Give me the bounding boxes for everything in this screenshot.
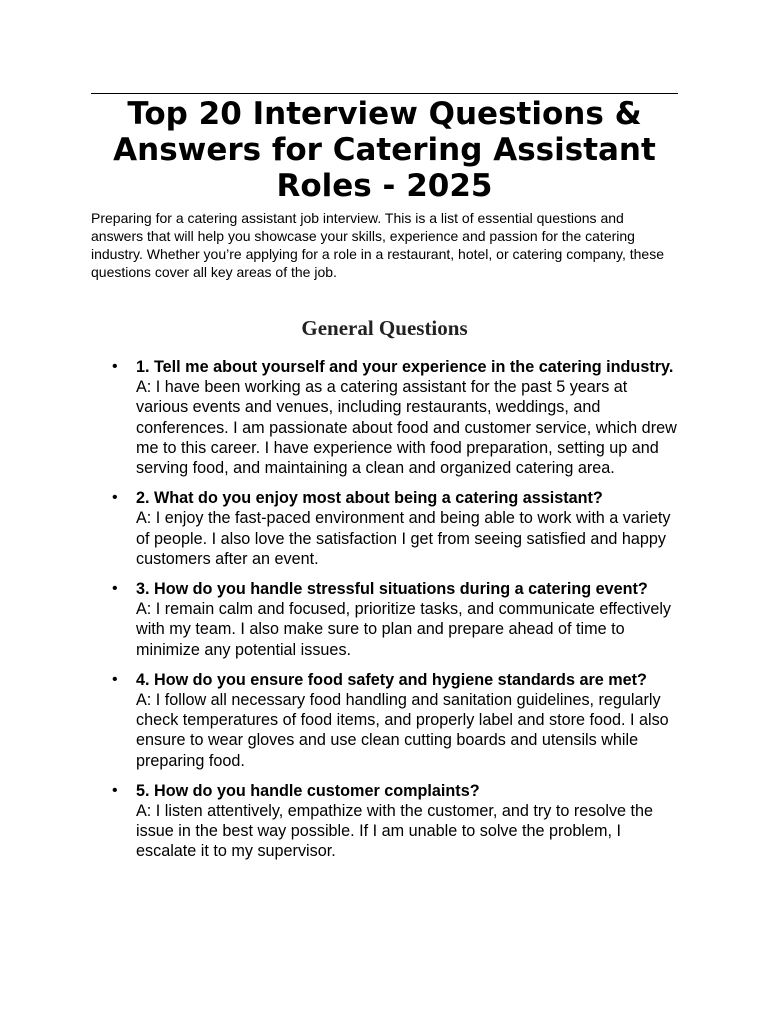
document-title: Top 20 Interview Questions & Answers for Catering Assistant Roles - 2025 [113,96,656,204]
section-heading: General Questions [301,316,468,340]
bullet-icon: • [112,489,118,507]
bullet-icon: • [112,781,118,799]
question-text: 5. How do you handle customer complaints? [136,781,480,800]
answer-text: A: I have been working as a catering assistant for the past 5 years at various events and venues, including restaurants, weddings, and conferences. I am passionate about food and customer service, which drew me to this career. I have experience with food preparation, setting up and serving food, and maintaining a clean and organized catering area. [136,378,677,478]
top-divider [91,93,678,94]
question-text: 1. Tell me about yourself and your experience in the catering industry. [136,358,674,376]
answer-text: A: I follow all necessary food handling and sanitation guidelines, regularly check temperatures of food items, and properly label and store food. I also ensure to wear gloves and use clean cutting boards and utensils while preparing food. [136,691,669,770]
question-text: 3. How do you handle stressful situations during a catering event? [136,580,648,599]
answer-text: A: I enjoy the fast-paced environment and being able to work with a variety of people. I also love the satisfaction I get from seeing satisfied and happy customers after an event. [136,509,671,568]
answer-text: A: I listen attentively, empathize with the customer, and try to resolve the issue in the best way possible. If I am unable to solve the problem, I escalate it to my supervisor. [136,802,654,861]
intro-paragraph: Preparing for a catering assistant job interview. This is a list of essential questions and answers that will help you showcase your skills, experience and passion for the catering industry. Whether you’re applying for a role in a restaurant, hotel, or catering company, these questions cover all key areas of the job. [91,210,665,280]
list-item [91,781,678,862]
bullet-icon: • [112,358,118,375]
bullet-icon: • [112,670,118,688]
question-text: 2. What do you enjoy most about being a catering assistant? [136,489,603,508]
list-item [91,488,678,569]
document-page [91,93,678,872]
list-item [91,579,678,660]
bullet-icon: • [112,580,118,598]
question-list [91,357,678,862]
list-item [91,670,678,771]
answer-text: A: I remain calm and focused, prioritize tasks, and communicate effectively with my team. I also make sure to plan and prepare ahead of time to minimize any potential issues. [136,600,672,659]
question-text: 4. How do you ensure food safety and hygiene standards are met? [136,670,647,689]
list-item [91,357,678,478]
